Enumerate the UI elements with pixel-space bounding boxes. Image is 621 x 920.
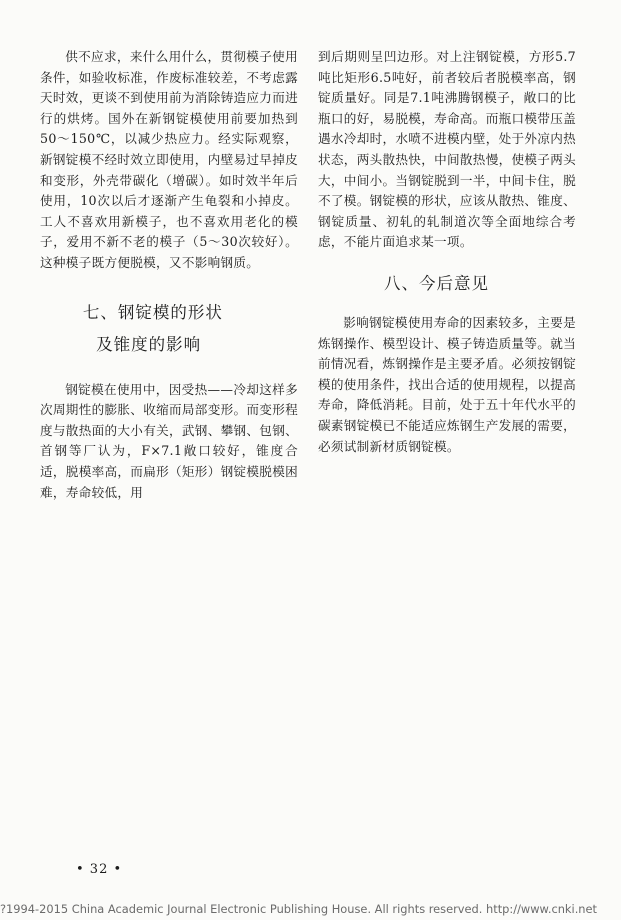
section-7-title-line-1: 七、钢锭模的形状 — [82, 302, 223, 322]
body-paragraph: 影响钢锭模使用寿命的因素较多，主要是炼钢操作、模型设计、模子铸造质量等。就当前情况看，炼钢操作是主要矛盾。必须按钢锭模的使用条件，找出合适的使用规程，以提高寿命，降低消耗。目前，处于五十年代水平的碳素钢锭模已不能适应炼钢生产发展的需要，必须试制新材质钢锭模。 — [318, 314, 576, 454]
body-paragraph: 到后期则呈凹边形。对上注钢锭模，方形5.7吨比矩形6.5吨好，前者较后者脱模率高，钢锭质量好。同是7.1吨沸腾钢模子，敞口的比瓶口的好，易脱模，寿命高。而瓶口模带压盖遇水冷却时，水喷不进模内壁，处于外凉内热状态，两头散热快，中间散热慢，使模子两头大，中间小。当钢锭脱到一半，中间卡住，脱不了模。钢锭模的形状，应该从散热、锥度、钢锭质量、初轧的轧制道次等全面地综合考虑，不能片面追求某一项。 — [318, 49, 576, 250]
page-number: • 32 • — [76, 862, 123, 877]
section-8-title: 八、今后意见 — [384, 273, 489, 293]
body-paragraph: 钢锭模在使用中，因受热——冷却这样多次周期性的膨胀、收缩而局部变形。而变形程度与散热面的大小有关，武钢、攀钢、包钢、首钢等厂认为，F×7.1敞口较好，锥度合适，脱模率高，而扁形（矩形）钢锭模脱模困难，寿命较低，用 — [40, 381, 298, 500]
copyright-footer: ?1994-2015 China Academic Journal Electronic Publishing House. All rights reserved. http://www.cnki.net — [0, 902, 598, 916]
left-column — [40, 47, 298, 503]
body-paragraph: 供不应求，来什么用什么，贯彻模子使用条件，如验收标准，作废标准较差，不考虑露天时效，更谈不到使用前为消除铸造应力而进行的烘烤。国外在新钢锭模使用前要加热到50～150℃，以减少热应力。经实际观察，新钢锭模不经时效立即使用，内壁易过早掉皮和变形，外壳带碳化（增碳）。如时效半年后使用，10次以后才逐渐产生龟裂和小掉皮。工人不喜欢用新模子，也不喜欢用老化的模子，爱用不新不老的模子（5～30次较好）。这种模子既方便脱模，又不影响钢质。 — [40, 49, 298, 270]
section-7-title-line-2: 及锥度的影响 — [96, 334, 202, 354]
right-column — [318, 47, 576, 457]
